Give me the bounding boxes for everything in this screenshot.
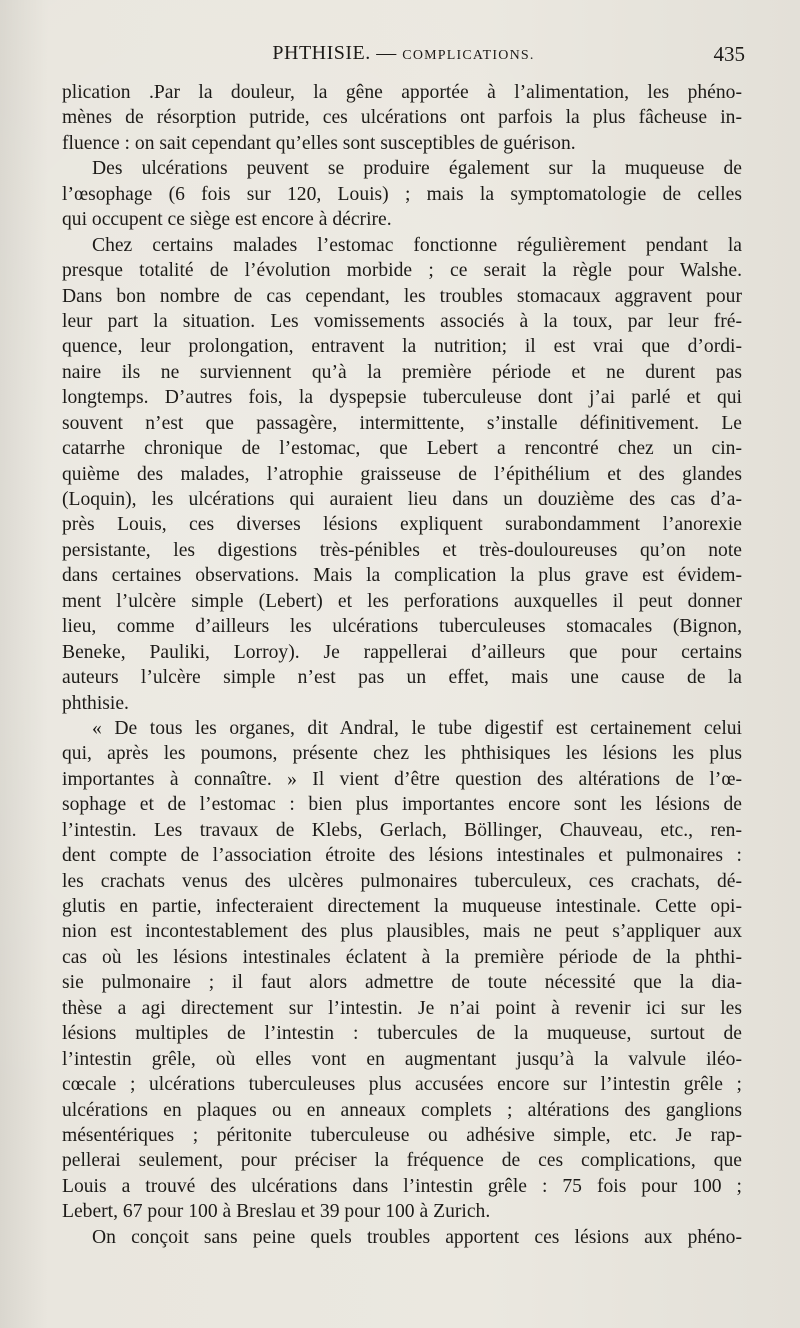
text-line: dans certaines observations. Mais la complication la plus grave est évidem- bbox=[62, 565, 742, 587]
text-line: sophage et de l’estomac : bien plus importantes encore sont les lésions de bbox=[62, 794, 742, 816]
text-line: lésions multiples de l’intestin : tubercules de la muqueuse, surtout de bbox=[62, 1023, 742, 1045]
text-line: Dans bon nombre de cas cependant, les troubles stomacaux aggravent pour bbox=[62, 285, 742, 307]
text-line: importantes à connaître. » Il vient d’être question des altérations de l’œ- bbox=[62, 768, 742, 790]
text-line: leur part la situation. Les vomissements associés à la toux, par leur fré- bbox=[62, 310, 742, 332]
running-title-main: PHTHISIE. — bbox=[272, 42, 397, 64]
text-line: phthisie. bbox=[62, 692, 129, 714]
text-line: mésentériques ; péritonite tuberculeuse ou adhésive simple, etc. Je rap- bbox=[62, 1124, 742, 1146]
text-line: Chez certains malades l’estomac fonctionne régulièrement pendant la bbox=[92, 234, 742, 256]
text-line: souvent n’est que passagère, intermittente, s’installe définitivement. Le bbox=[62, 412, 742, 434]
text-line: pellerai seulement, pour préciser la fréquence de ces complications, que bbox=[62, 1150, 742, 1172]
text-line: l’intestin grêle, où elles vont en augmentant jusqu’à la valvule iléo- bbox=[62, 1048, 742, 1070]
running-title bbox=[62, 42, 745, 65]
text-line: les crachats venus des ulcères pulmonaires tuberculeux, ces crachats, dé- bbox=[62, 870, 742, 892]
text-line: ment l’ulcère simple (Lebert) et les perforations auxquelles il peut donner bbox=[62, 590, 742, 612]
text-line: Lebert, 67 pour 100 à Breslau et 39 pour 100 à Zurich. bbox=[62, 1201, 491, 1223]
text-line: lieu, comme d’ailleurs les ulcérations tuberculeuses stomacales (Bignon, bbox=[62, 616, 742, 638]
text-line: qui, après les poumons, présente chez les phthisiques les lésions les plus bbox=[62, 743, 742, 765]
text-line: Des ulcérations peuvent se produire également sur la muqueuse de bbox=[92, 158, 742, 180]
running-head bbox=[62, 40, 745, 74]
text-line: l’intestin. Les travaux de Klebs, Gerlach, Böllinger, Chauveau, etc., ren- bbox=[62, 819, 742, 841]
text-line: sie pulmonaire ; il faut alors admettre de toute nécessité que la dia- bbox=[62, 972, 742, 994]
text-line: ulcérations en plaques ou en anneaux complets ; altérations des ganglions bbox=[62, 1099, 742, 1121]
text-line: nion est incontestablement des plus plausibles, mais ne peut s’appliquer aux bbox=[62, 921, 742, 943]
text-line: près Louis, ces diverses lésions expliquent surabondamment l’anorexie bbox=[62, 514, 742, 536]
text-line: qui occupent ce siège est encore à décrire. bbox=[62, 209, 392, 231]
text-line: presque totalité de l’évolution morbide ; ce serait la règle pour Walshe. bbox=[62, 260, 742, 282]
text-line: mènes de résorption putride, ces ulcérations ont parfois la plus fâcheuse in- bbox=[62, 107, 742, 129]
text-line: On conçoit sans peine quels troubles apportent ces lésions aux phéno- bbox=[92, 1226, 742, 1248]
text-line: (Loquin), les ulcérations qui auraient lieu dans un douzième des cas d’a- bbox=[62, 489, 742, 510]
text-line: Beneke, Pauliki, Lorroy). Je rappellerai d’ailleurs que pour certains bbox=[62, 641, 742, 663]
running-title-section: COMPLICATIONS. bbox=[402, 48, 535, 63]
text-line: quence, leur prolongation, entravent la nutrition; il est vrai que d’ordi- bbox=[62, 336, 742, 358]
text-line: quième des malades, l’atrophie graisseuse de l’épithélium et des glandes bbox=[62, 463, 742, 485]
text-line: cœcale ; ulcérations tuberculeuses plus accusées encore sur l’intestin grêle ; bbox=[62, 1074, 742, 1096]
text-line: l’œsophage (6 fois sur 120, Louis) ; mais la symptomatologie de celles bbox=[62, 183, 742, 205]
text-line: dent compte de l’association étroite des lésions intestinales et pulmonaires : bbox=[62, 845, 742, 867]
text-line: plication .Par la douleur, la gêne apportée à l’alimentation, les phéno- bbox=[62, 82, 742, 103]
body-text bbox=[62, 80, 742, 1250]
text-line: catarrhe chronique de l’estomac, que Lebert a rencontré chez un cin- bbox=[62, 438, 742, 460]
text-line: naire ils ne surviennent qu’à la première période et ne durent pas bbox=[62, 361, 742, 383]
text-line: fluence : on sait cependant qu’elles sont susceptibles de guérison. bbox=[62, 132, 576, 154]
text-line: auteurs l’ulcère simple n’est pas un effet, mais une cause de la bbox=[62, 667, 742, 689]
text-line: « De tous les organes, dit Andral, le tube digestif est certainement celui bbox=[92, 717, 742, 739]
text-line: thèse a agi directement sur l’intestin. Je n’ai point à revenir ici sur les bbox=[62, 997, 742, 1019]
page-number: 435 bbox=[713, 42, 745, 66]
text-line: persistante, les digestions très-pénibles et très-douloureuses qu’on note bbox=[62, 539, 742, 561]
text-line: glutis en partie, infecteraient directement la muqueuse intestinale. Cette opi- bbox=[62, 896, 742, 917]
text-line: cas où les lésions intestinales éclatent à la première période de la phthi- bbox=[62, 946, 742, 968]
text-line: Louis a trouvé des ulcérations dans l’intestin grêle : 75 fois pour 100 ; bbox=[62, 1175, 742, 1197]
text-line: longtemps. D’autres fois, la dyspepsie tuberculeuse dont j’ai parlé et qui bbox=[62, 387, 742, 409]
